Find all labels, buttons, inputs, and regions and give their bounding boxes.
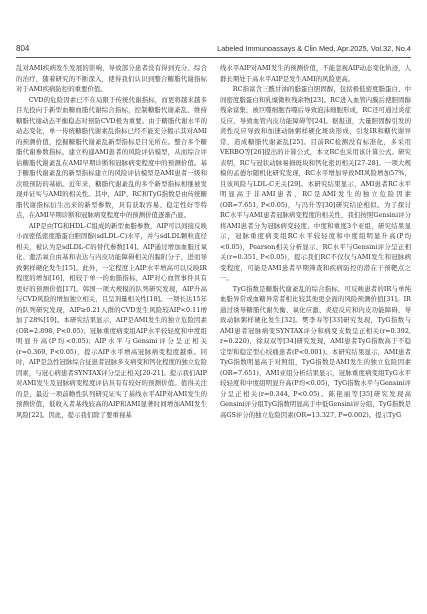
- page-header: [16, 44, 411, 56]
- right-column: [220, 63, 411, 594]
- paragraph: TyG指数是糖脂代谢紊乱的综合指标，可反映患者的IR与单纯血脂异常或血糖异常者相比较其他更全面的风险预测价值[31]。IR通过诱导糖脂代谢失衡、氧化应激、炎症反应和内皮功能障碍，导致动脉粥样硬化发生[32]。樊李寿等[33]研究发现，TyG指数与AMI患者冠脉病变SYNTAX评分和病变支数呈正相关(r=0.392, r=0.220)，徐双双等[34]研究发现，AMI患者TyG指数高于不稳定型和稳定型心绞痛患者(P<0.001)。本研究结果显示，AMI患者TyG指数明显高于对照组，TyG指数是AMI发生的独立危险因素(OR=7.651)，AMI亚组分析结果显示，冠脉重度病变组TyG水平较轻度和中度组明显升高(P均<0.05)，TyG指数水平与Gensini评分呈正相关(r=0.344, P<0.05)。陈艳丽等[35]研究发现高Gensini评分组TyG指数明显高于中低Gensini评分组，TyG指数是高GS评分的独立危险因素(OR=13.327, P=0.002)。提示TyG: [220, 284, 411, 419]
- paragraph: RC指富含三酰甘油的脂蛋白胆固醇，包括极低密度脂蛋白、中间密度脂蛋白和乳糜微粒残余物[23]。RC进入血管内膜后使胆固醇残余富集，被巨噬细胞吞噬后导致泡沫细胞形成，RC还可通过炎症反应、导致血管内皮功能障碍等[24]。据报道，大量胆固醇引发的炎性反应导致和加速动脉粥样硬化斑块形成，引发IR和糖代谢异常，造成糖脂代谢紊乱[25]。目前RC检测没有标准化，多采用VERBO等[26]提出的计算公式，本文RC也采用该计算公式。研究表明，RC与冠状动脉易损斑块和钙化密切相关[27-28]。一项大规模的孟德尔随机化研究发现，RC水平增加导致MI风险增加57%，且该风险与LDL-C无关[29]。本研究结果显示，AMI患者RC水平明显高于非AMI患者，RC是AMI发生的独立危险因素(OR=7.651, P<0.05)，与冯升等[30]研究结论相似。为了探讨RC水平与AMI患者冠脉病变程度的相关性，我们按照Gensini评分将AMI患者分为冠脉病变轻度、中度和重度3个亚组，研究结果显示，冠脉重度病变组RC水平较轻度和中度组明显升高(P均<0.05)，Pearson相关分析显示，RC水平与Gensini评分呈正相关(r=0.351, P<0.05)，提示我们RC不仅仅与AMI发生和冠脉病变程度，可能是AMI患者早期筛查和疾病防控的潜在干预靶点之一。: [220, 85, 411, 282]
- journal-running-title: Labeled Immunoassays & Clin Med, Apr.2025, Vol.32, No.4: [217, 44, 411, 53]
- left-column: [16, 63, 207, 594]
- paragraph: 线水平AIP对AMI发生的预测价值，不能忽视AIP动态变化轨迹，人群长期处于高水平AIP是发生AMI的风险更高。: [220, 64, 411, 83]
- paragraph: CVD的危险因素已不在局限于传统代谢指标，而更将越来越多目光投向于新型血糖血脂代谢综合指标，控制糖脂代谢紊乱、维持糖脂代谢动态平衡稳态对预防CVD极为重要。由于糖脂代谢水平的动态变化，单一传统糖脂代谢素乱指标已经不能充分揭示其对AMI的预测价值，挖掘糖脂代谢紊乱新型指标是目光所在。整合多个糖脂代谢参数指标，建立构建AMI患者的风险评估模型，从而综合评估糖脂代谢紊乱在AMI早期诊断和冠脉病变程度中的预测价值。基于糖脂代谢紊乱的新型指标建立的风险评估模型是AMI患者一级和次级预防的基础。近年来，糖脂代谢紊乱的多个新型指标相继被发现并证实与AMI的相关性。其中，AIP、RC和TyG指数是由传统糖脂代谢指标衍生出来的新型参数，具有获取容易、稳定性好等特点，在AMI早期诊断和冠脉病变程度中的预测价值逐渐凸显。: [16, 95, 207, 219]
- paragraph: 乱对AMI疾病发生发展的影响，导致部分患者没有得到充分、综合的治疗，随着研究的不断深入，使得我们认识到整合糖脂代谢指标对于AMI疾病防控的重要价值。: [16, 64, 207, 93]
- header-rule: [16, 57, 411, 58]
- page-number: 804: [16, 44, 30, 53]
- paragraph: AIP是由TG和HDL-C组成的新型血脂参数，AIP可以间接反映小而密低密度脂蛋白胆固醇(sdLDL-C)水平，并与sdLDL颗粒直径相关，被认为是sdLDL-C的替代参数[14]。AIP通过增加血脂过氧化、激活氧自由基和表达与内皮功能障碍相关的黏附分子，进而导致粥样硬化发生[15]。此外，一定程度上AIP水平增高可以反映IR程度的增加[16]，相较于单一的血脂指标，AIP对心血管事件具有更好的预测价值[17]。韩国一项大规模的队列研究发现，AIP升高与CVD风险的增加独立相关，且呈剂量相关性[18]。一项长达15年的队列研究发现，AIP≥0.21人群的CVD发生风险较AIP<0.11增加了28%[19]。本研究结果显示，AIP是AMI发生的独立危险因素(OR=2.898, P<0.05)；冠脉重度病变组AIP水平较轻度和中度组明显升高(P均<0.05)；AIP水平与Gensini评分呈正相关(r=0.369, P<0.05)，提示AIP水平增高冠脉病变程度越重。同时，AIP是急性冠脉综合征患者冠脉多支病变和钙化程度的独立危险因素，与冠心病患者SYNTAX评分呈正相关[20-21]。提示我们AIP对AMI发生及冠脉病变程度评估具有有较好的预测价值。值得关注的是，最近一项前瞻性队列研究证实了基线水平AIP对AMI发生的预测价值，低收入者基线较高的AIP和AMI显著时间增加AMI发生风险[22]。因此，提示我们除了要重视基: [16, 221, 207, 419]
